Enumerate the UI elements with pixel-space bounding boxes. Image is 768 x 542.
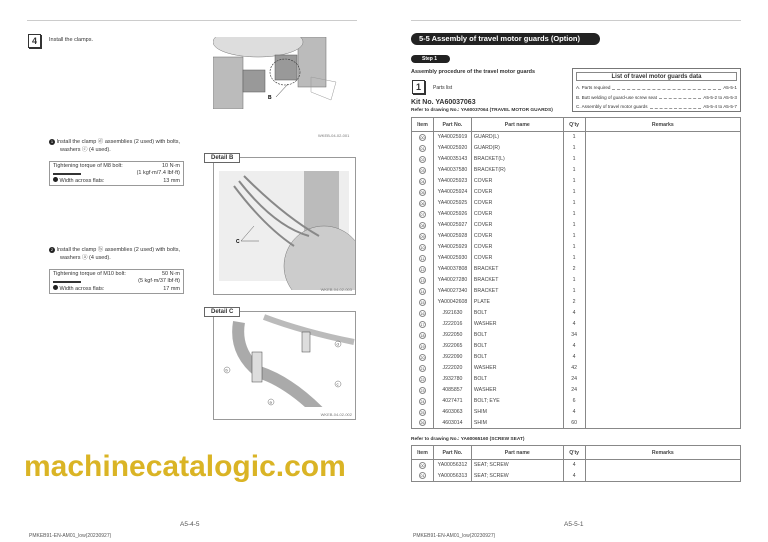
item-number: 17: [420, 322, 425, 327]
callout-b: b: [225, 367, 228, 373]
parts-table: [411, 117, 741, 429]
item-number: 22: [420, 377, 425, 382]
part-number: YA40025928: [433, 231, 471, 242]
column-header: Q'ty: [563, 446, 585, 460]
remarks: [585, 286, 740, 297]
torque-spec-m10: [49, 269, 184, 294]
part-number: YA40035143: [433, 154, 471, 165]
table-row: [412, 396, 741, 407]
item-cell: [412, 407, 434, 418]
part-number: J922065: [433, 341, 471, 352]
item-number: 12: [420, 267, 425, 272]
item-cell: [412, 374, 434, 385]
part-name: COVER: [471, 242, 563, 253]
column-header: Q'ty: [563, 118, 585, 132]
table-row: [412, 143, 741, 154]
top-rule-left: [27, 20, 357, 21]
item-number: 02: [420, 157, 425, 162]
remarks: [585, 165, 740, 176]
part-name: GUARD(L): [471, 132, 563, 143]
item-cell: [412, 297, 434, 308]
sub-step-text: Parts list: [433, 85, 453, 91]
item-number: 04: [420, 179, 425, 184]
item-cell: [412, 319, 434, 330]
quantity: 2: [563, 264, 585, 275]
part-name: SEAT; SCREW: [471, 471, 563, 482]
item-number: 21: [420, 366, 425, 371]
bullet-2: 2: [50, 247, 54, 252]
item-cell: [412, 132, 434, 143]
table-row: [412, 330, 741, 341]
section-title: 5-5 Assembly of travel motor guards (Option): [411, 33, 600, 45]
part-number: 4603063: [433, 407, 471, 418]
remarks: [585, 231, 740, 242]
table-row: [412, 308, 741, 319]
data-list-page: A5-5-4 to A5-5-7: [703, 104, 737, 109]
page-number-left: A5-4-5: [180, 521, 200, 528]
quantity: 1: [563, 187, 585, 198]
quantity: 4: [563, 471, 585, 482]
callout-b: B: [268, 95, 272, 101]
remarks: [585, 418, 740, 429]
part-number: YA40025923: [433, 176, 471, 187]
table-row: [412, 220, 741, 231]
item-number: 03: [420, 168, 425, 173]
part-name: BOLT; EYE: [471, 396, 563, 407]
quantity: 4: [563, 352, 585, 363]
part-number: YA40025920: [433, 143, 471, 154]
part-name: SHIM: [471, 418, 563, 429]
torque-label: Tightening torque of M8 bolt:: [53, 163, 123, 169]
item-cell: [412, 396, 434, 407]
part-name: COVER: [471, 187, 563, 198]
table-row: [412, 253, 741, 264]
detail-c-label: Detail C: [204, 307, 240, 317]
header-row: [412, 446, 741, 460]
data-list-box: [572, 68, 741, 112]
item-cell: [412, 143, 434, 154]
table-row: [412, 264, 741, 275]
part-name: BRACKET: [471, 264, 563, 275]
part-number: YA40025929: [433, 242, 471, 253]
screw-seat-table: [411, 445, 741, 482]
item-number: 26: [420, 421, 425, 426]
quantity: 1: [563, 176, 585, 187]
callout-d: d: [336, 341, 339, 347]
table-row: [412, 275, 741, 286]
remarks: [585, 264, 740, 275]
part-number: YA00056312: [433, 460, 471, 471]
excavator-illustration: [213, 37, 353, 109]
data-list-label: C. Assembly of travel motor guards: [576, 104, 648, 109]
column-header: Part name: [471, 118, 563, 132]
part-name: GUARD(R): [471, 143, 563, 154]
instruction-1-line1: Install the clamp ⓓ assemblies (2 used) with bolts,: [56, 139, 181, 145]
part-number: YA40037580: [433, 165, 471, 176]
part-name: COVER: [471, 220, 563, 231]
part-name: BOLT: [471, 308, 563, 319]
table-row: [412, 176, 741, 187]
remarks: [585, 396, 740, 407]
instruction-1-line2: washers ⓒ (4 used).: [60, 147, 111, 153]
bullet-1: 1: [50, 139, 54, 144]
item-cell: [412, 231, 434, 242]
sub-step-number: 1: [412, 80, 425, 94]
quantity: 1: [563, 286, 585, 297]
part-number: YA40025919: [433, 132, 471, 143]
data-list-label: B. Butt welding of guard-use screw seat: [576, 94, 657, 100]
remarks: [585, 471, 740, 482]
table-row: [412, 165, 741, 176]
remarks: [585, 154, 740, 165]
item-number: 20: [420, 355, 425, 360]
callout-c: c: [336, 381, 339, 387]
remarks: [585, 253, 740, 264]
quantity: 1: [563, 132, 585, 143]
remarks: [585, 363, 740, 374]
part-name: BOLT: [471, 341, 563, 352]
table-row: [412, 297, 741, 308]
remarks: [585, 132, 740, 143]
part-number: J921630: [433, 308, 471, 319]
remarks: [585, 176, 740, 187]
column-header: Item: [412, 446, 434, 460]
procedure-title: Assembly procedure of the travel motor guards: [411, 69, 536, 75]
part-name: BRACKET: [471, 275, 563, 286]
torque-label: Tightening torque of M10 bolt:: [53, 271, 126, 277]
remarks: [585, 209, 740, 220]
table-row: [412, 242, 741, 253]
item-cell: [412, 253, 434, 264]
detail-b-label: Detail B: [204, 153, 240, 163]
remarks: [585, 341, 740, 352]
remarks: [585, 275, 740, 286]
leader-dots: [659, 93, 701, 100]
quantity: 24: [563, 385, 585, 396]
part-number: YA00056313: [433, 471, 471, 482]
callout-c: C: [236, 239, 240, 245]
data-list: [573, 83, 740, 112]
table-row: [412, 374, 741, 385]
part-number: 4027471: [433, 396, 471, 407]
column-header: Remarks: [585, 118, 740, 132]
part-name: COVER: [471, 176, 563, 187]
part-number: YA40025927: [433, 220, 471, 231]
data-list-title: List of travel motor guards data: [576, 72, 737, 81]
remarks: [585, 374, 740, 385]
quantity: 4: [563, 319, 585, 330]
torque-value: 10 N·m: [161, 163, 180, 169]
quantity: 1: [563, 143, 585, 154]
part-name: WASHER: [471, 363, 563, 374]
drawing-reference-2: Refer to drawing No.: YA60065160 (SCREW SEAT): [411, 437, 525, 442]
part-name: BOLT: [471, 352, 563, 363]
table-row: [412, 198, 741, 209]
page-number-right: A5-5-1: [564, 521, 584, 528]
remarks: [585, 407, 740, 418]
item-cell: [412, 154, 434, 165]
item-number: 13: [420, 278, 425, 283]
wrench-icon: [53, 173, 81, 175]
part-number: YA40037808: [433, 264, 471, 275]
detail-c-figure: [213, 311, 356, 420]
item-cell: [412, 308, 434, 319]
remarks: [585, 187, 740, 198]
quantity: 1: [563, 253, 585, 264]
flats-label: Width across flats:: [59, 285, 105, 292]
remarks: [585, 143, 740, 154]
table-row: [412, 132, 741, 143]
part-name: SHIM: [471, 407, 563, 418]
part-number: J222020: [433, 363, 471, 374]
kit-number: Kit No. YA60037063: [411, 99, 476, 106]
socket-icon: [53, 285, 58, 290]
part-name: WASHER: [471, 319, 563, 330]
data-list-item: [576, 102, 737, 112]
part-number: YA40025930: [433, 253, 471, 264]
step-number: 4: [28, 34, 41, 48]
part-number: YA40027340: [433, 286, 471, 297]
part-name: PLATE: [471, 297, 563, 308]
table-row: [412, 471, 741, 482]
wrench-icon: [53, 281, 81, 283]
step-label: Step 1: [411, 55, 450, 63]
detail-b-code: WKEB-04-02-003: [320, 287, 352, 292]
flats-value: 13 mm: [163, 178, 180, 184]
item-number: 00: [420, 463, 425, 468]
item-number: 10: [420, 245, 425, 250]
item-cell: [412, 460, 434, 471]
item-number: 16: [420, 311, 425, 316]
item-number: 05: [420, 190, 425, 195]
part-number: YA40025926: [433, 209, 471, 220]
remarks: [585, 297, 740, 308]
item-number: 24: [420, 399, 425, 404]
item-number: 14: [420, 289, 425, 294]
column-header: Part No.: [433, 118, 471, 132]
part-name: WASHER: [471, 385, 563, 396]
remarks: [585, 308, 740, 319]
quantity: 4: [563, 341, 585, 352]
item-cell: [412, 209, 434, 220]
item-cell: [412, 198, 434, 209]
quantity: 1: [563, 231, 585, 242]
part-name: COVER: [471, 253, 563, 264]
leader-dots: [612, 83, 721, 90]
part-number: YA40025925: [433, 198, 471, 209]
item-number: 01: [420, 474, 425, 479]
item-number: 01: [420, 146, 425, 151]
item-cell: [412, 220, 434, 231]
item-number: 07: [420, 212, 425, 217]
data-list-item: [576, 93, 737, 103]
remarks: [585, 385, 740, 396]
item-cell: [412, 352, 434, 363]
part-name: BOLT: [471, 330, 563, 341]
item-number: 08: [420, 223, 425, 228]
quantity: 24: [563, 374, 585, 385]
item-number: 06: [420, 201, 425, 206]
torque-spec-m8: [49, 161, 184, 186]
callout-a: a: [269, 399, 272, 405]
item-number: 00: [420, 135, 425, 140]
data-list-label: A. Parts required: [576, 85, 611, 90]
part-number: YA40027280: [433, 275, 471, 286]
table-row: [412, 385, 741, 396]
remarks: [585, 330, 740, 341]
part-number: J932780: [433, 374, 471, 385]
table-row: [412, 187, 741, 198]
table-row: [412, 209, 741, 220]
detail-c-code: WKEB-04-02-002: [320, 412, 352, 417]
part-number: 4085857: [433, 385, 471, 396]
table-row: [412, 418, 741, 429]
item-cell: [412, 242, 434, 253]
leader-dots: [650, 102, 702, 109]
quantity: 1: [563, 242, 585, 253]
quantity: 1: [563, 275, 585, 286]
item-cell: [412, 418, 434, 429]
remarks: [585, 352, 740, 363]
quantity: 6: [563, 396, 585, 407]
quantity: 4: [563, 460, 585, 471]
quantity: 1: [563, 154, 585, 165]
footer-left: PMKEB91-EN-AM01_low(20230927): [29, 533, 112, 539]
data-list-page: A5-5-1: [723, 85, 737, 90]
torque-value-alt: (1 kgf·m/7.4 lbf·ft): [136, 170, 180, 176]
part-number: YA40025924: [433, 187, 471, 198]
item-cell: [412, 385, 434, 396]
quantity: 4: [563, 407, 585, 418]
part-number: 4603014: [433, 418, 471, 429]
item-number: 25: [420, 410, 425, 415]
detail-b-figure: [213, 157, 356, 295]
instruction-2: [49, 246, 180, 262]
column-header: Part No.: [433, 446, 471, 460]
quantity: 2: [563, 297, 585, 308]
part-name: COVER: [471, 198, 563, 209]
item-number: 23: [420, 388, 425, 393]
socket-icon: [53, 177, 58, 182]
table-row: [412, 460, 741, 471]
table-row: [412, 231, 741, 242]
quantity: 42: [563, 363, 585, 374]
remarks: [585, 220, 740, 231]
quantity: 1: [563, 220, 585, 231]
part-name: BRACKET(R): [471, 165, 563, 176]
table-row: [412, 319, 741, 330]
part-number: J922050: [433, 330, 471, 341]
torque-value-alt: (5 kgf·m/37 lbf·ft): [138, 278, 180, 284]
instruction-1: [49, 138, 180, 154]
item-cell: [412, 176, 434, 187]
footer-right: PMKEB91-EN-AM01_low(20230927): [413, 533, 496, 539]
remarks: [585, 319, 740, 330]
part-name: BRACKET: [471, 286, 563, 297]
top-rule-right: [411, 20, 741, 21]
remarks: [585, 460, 740, 471]
part-number: J922090: [433, 352, 471, 363]
item-cell: [412, 165, 434, 176]
remarks: [585, 198, 740, 209]
item-cell: [412, 286, 434, 297]
item-cell: [412, 330, 434, 341]
part-name: BOLT: [471, 374, 563, 385]
table-row: [412, 407, 741, 418]
quantity: 1: [563, 209, 585, 220]
column-header: Remarks: [585, 446, 740, 460]
instruction-2-line1: Install the clamp ⓑ assemblies (2 used) with bolts,: [56, 247, 181, 253]
item-cell: [412, 264, 434, 275]
table-row: [412, 154, 741, 165]
item-cell: [412, 363, 434, 374]
item-cell: [412, 471, 434, 482]
column-header: Item: [412, 118, 434, 132]
part-name: BRACKET(L): [471, 154, 563, 165]
part-number: J222016: [433, 319, 471, 330]
part-name: COVER: [471, 231, 563, 242]
step-text: Install the clamps.: [49, 37, 94, 43]
item-number: 18: [420, 333, 425, 338]
data-list-page: A5-5-2 to A5-5-3: [703, 94, 737, 100]
quantity: 34: [563, 330, 585, 341]
table-row: [412, 341, 741, 352]
part-name: SEAT; SCREW: [471, 460, 563, 471]
header-row: [412, 118, 741, 132]
watermark: machinecatalogic.com: [24, 450, 346, 483]
figure-code: WKEB-04-02-001: [318, 133, 350, 138]
item-cell: [412, 341, 434, 352]
quantity: 4: [563, 308, 585, 319]
instruction-2-line2: washers ⓐ (4 used).: [60, 255, 111, 261]
torque-value: 50 N·m: [161, 271, 180, 277]
table-row: [412, 352, 741, 363]
remarks: [585, 242, 740, 253]
drawing-reference: Refer to drawing No.: YA60037064 (TRAVEL MOTOR GUARDS): [411, 108, 553, 113]
quantity: 60: [563, 418, 585, 429]
table-row: [412, 286, 741, 297]
item-cell: [412, 275, 434, 286]
item-number: 11: [420, 256, 425, 261]
item-cell: [412, 187, 434, 198]
table-row: [412, 363, 741, 374]
item-number: 09: [420, 234, 425, 239]
flats-value: 17 mm: [163, 286, 180, 292]
part-number: YA00042608: [433, 297, 471, 308]
data-list-item: [576, 83, 737, 93]
flats-label: Width across flats:: [59, 177, 105, 184]
quantity: 1: [563, 198, 585, 209]
item-number: 15: [420, 300, 425, 305]
column-header: Part name: [471, 446, 563, 460]
item-number: 19: [420, 344, 425, 349]
quantity: 1: [563, 165, 585, 176]
part-name: COVER: [471, 209, 563, 220]
